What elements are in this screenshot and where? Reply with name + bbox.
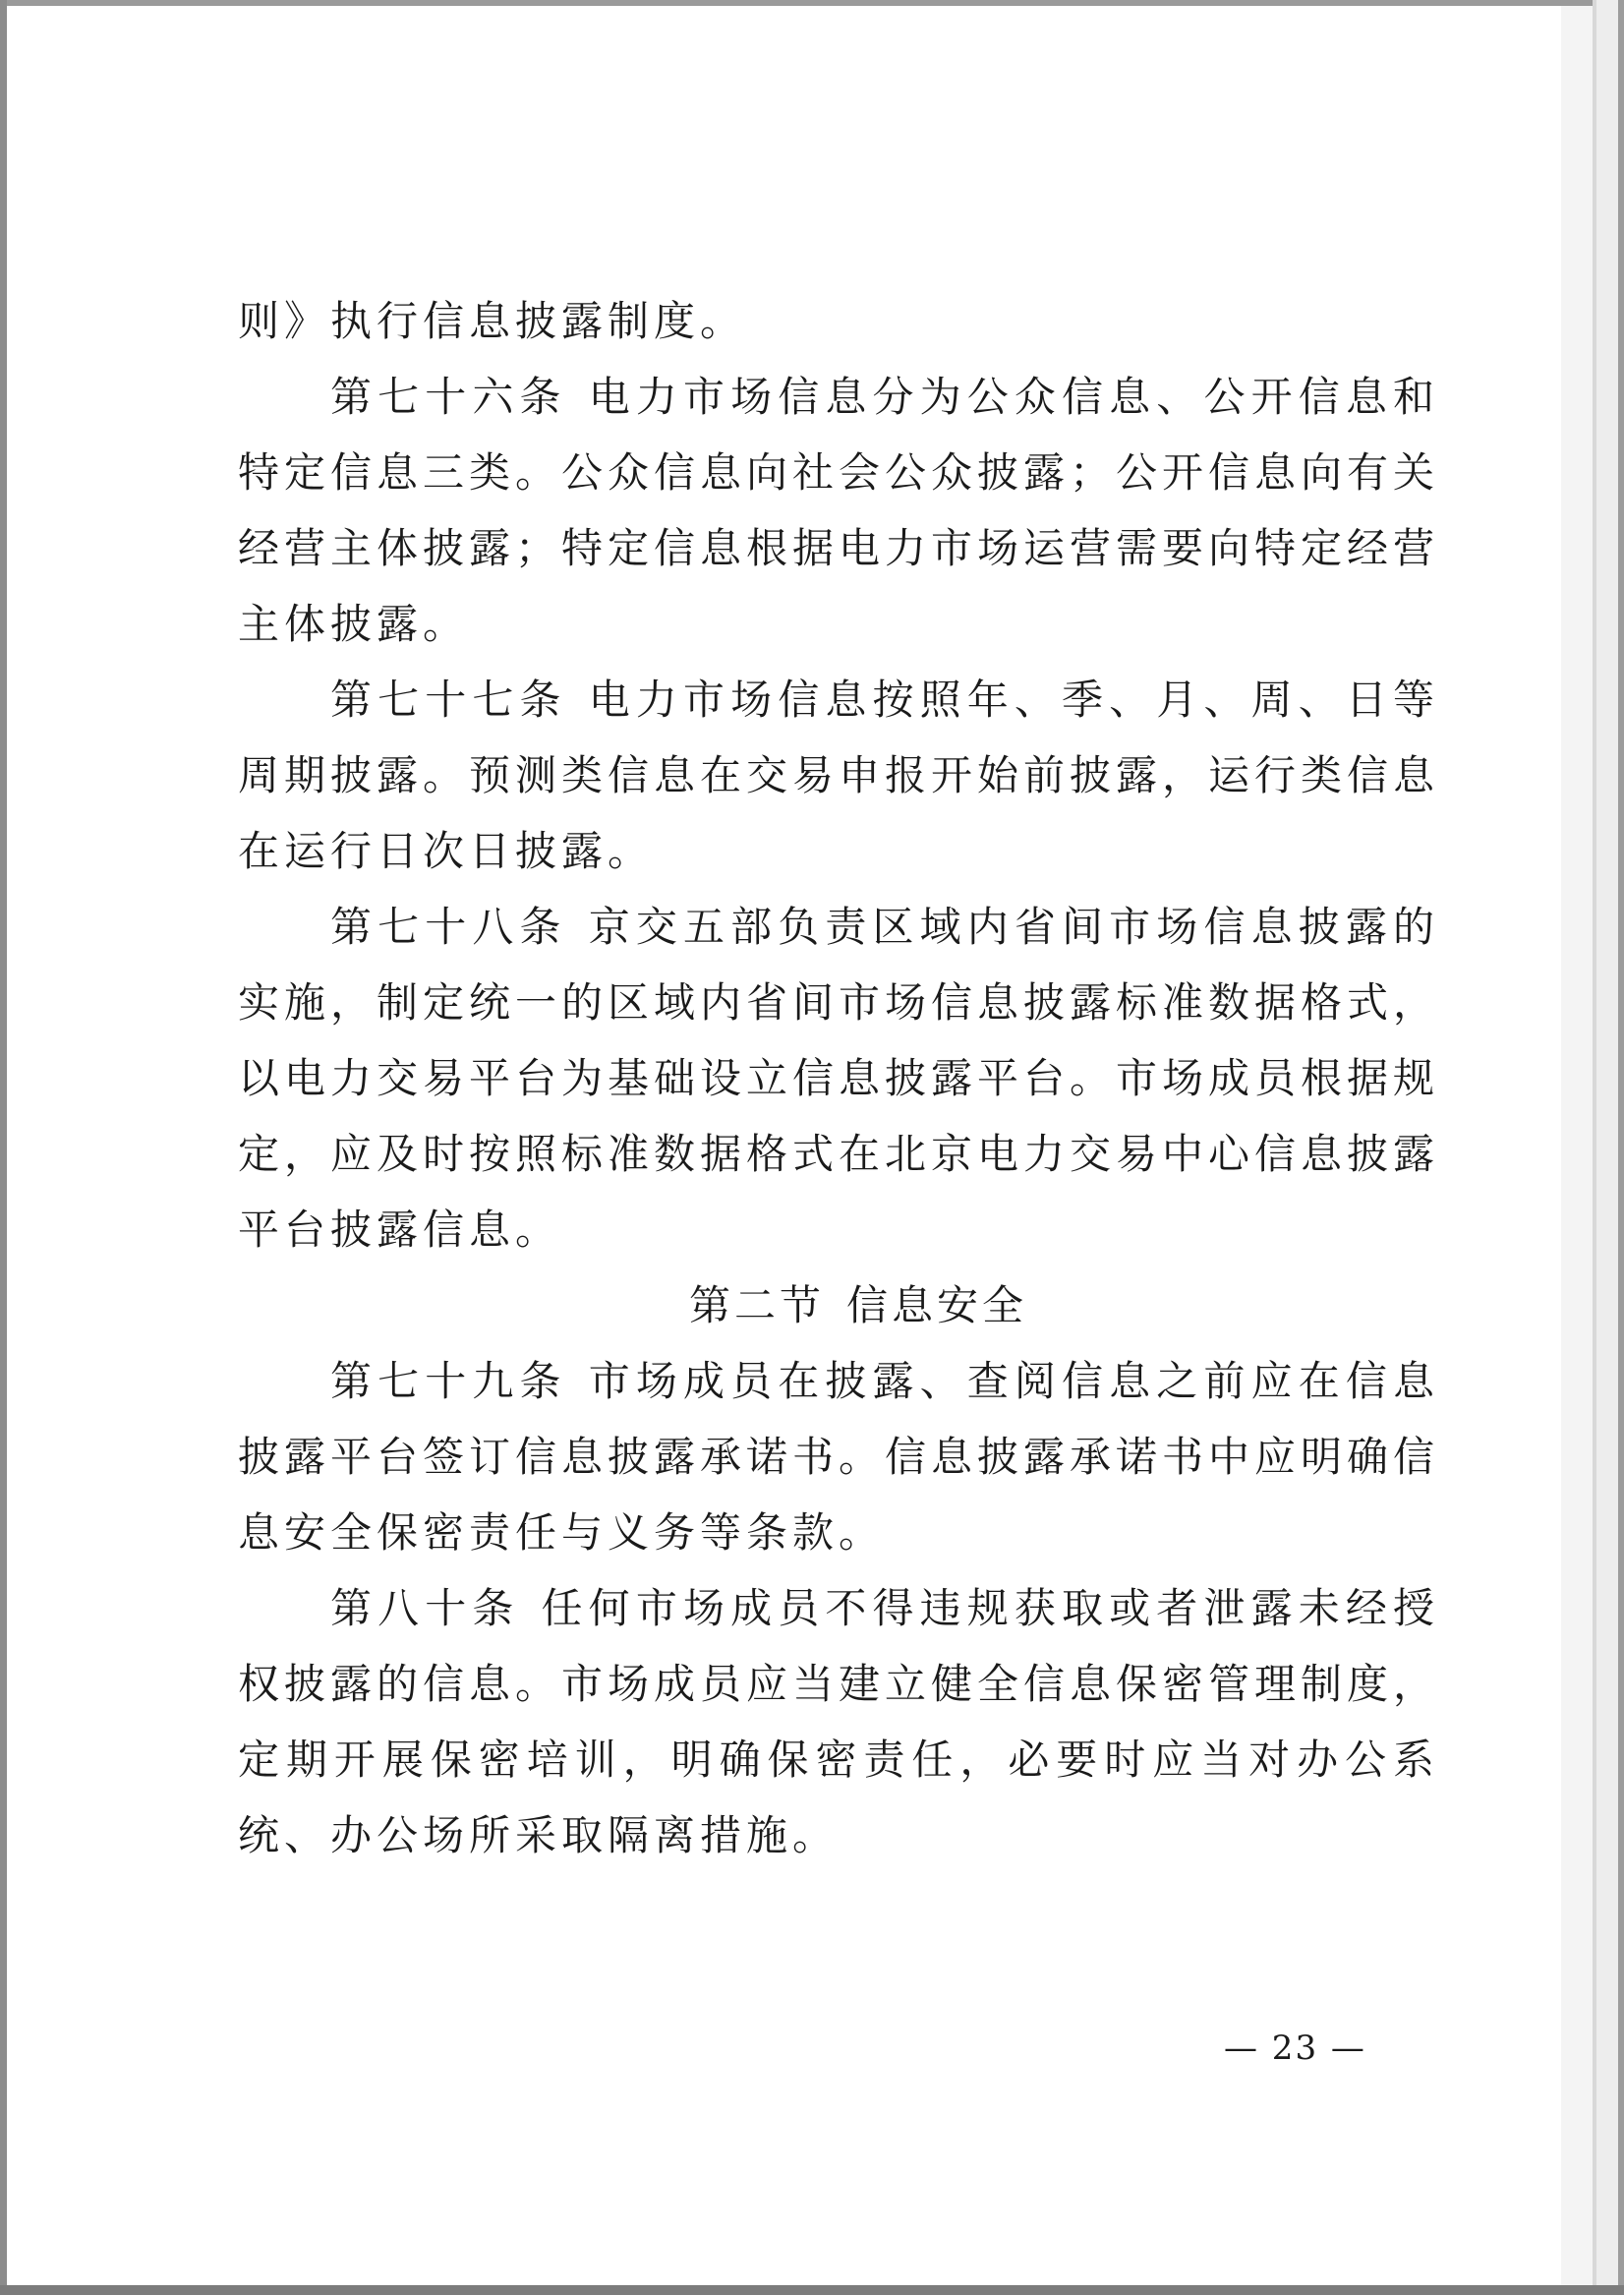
scan-edge-bottom <box>0 2285 1624 2295</box>
article-76 <box>238 359 1439 662</box>
paragraph-text: 则》执行信息披露制度。 <box>238 297 747 345</box>
scan-edge-right <box>1593 0 1624 2295</box>
section-chapter: 第二节 <box>688 1281 825 1329</box>
article-text: 任何市场成员不得违规获取或者泄露未经授权披露的信息。市场成员应当建立健全信息保密管理制度，定期开展保密培训，明确保密责任，必要时应当对办公系统、办公场所采取隔离措施。 <box>238 1584 1440 1859</box>
article-number: 第八十条 <box>330 1584 520 1632</box>
article-text: 电力市场信息按照年、季、月、周、日等周期披露。预测类信息在交易申报开始前披露，运行类信息在运行日次日披露。 <box>238 676 1440 875</box>
section-title <box>238 1267 1439 1343</box>
article-79 <box>238 1343 1439 1570</box>
article-text: 市场成员在披露、查阅信息之前应在信息披露平台签订信息披露承诺书。信息披露承诺书中应明确信息安全保密责任与义务等条款。 <box>238 1357 1440 1557</box>
article-number: 第七十七条 <box>330 676 567 724</box>
page-number: — 23 — <box>1224 2029 1366 2068</box>
article-number: 第七十八条 <box>330 903 567 951</box>
article-text: 电力市场信息分为公众信息、公开信息和特定信息三类。公众信息向社会公众披露；公开信息向有关经营主体披露；特定信息根据电力市场运营需要向特定经营主体披露。 <box>238 373 1440 648</box>
article-80 <box>238 1570 1439 1873</box>
article-78 <box>238 889 1439 1267</box>
article-text: 京交五部负责区域内省间市场信息披露的实施，制定统一的区域内省间市场信息披露标准数据格式，以电力交易平台为基础设立信息披露平台。市场成员根据规定，应及时按照标准数据格式在北京电力交易中心信息披露平台披露信息。 <box>238 903 1440 1254</box>
paragraph-continuation <box>238 283 1439 359</box>
document-body <box>238 283 1439 1873</box>
section-name: 信息安全 <box>846 1281 1028 1329</box>
article-number: 第七十九条 <box>330 1357 567 1405</box>
scan-edge-left <box>0 0 7 2295</box>
article-77 <box>238 662 1439 889</box>
article-number: 第七十六条 <box>330 373 567 421</box>
